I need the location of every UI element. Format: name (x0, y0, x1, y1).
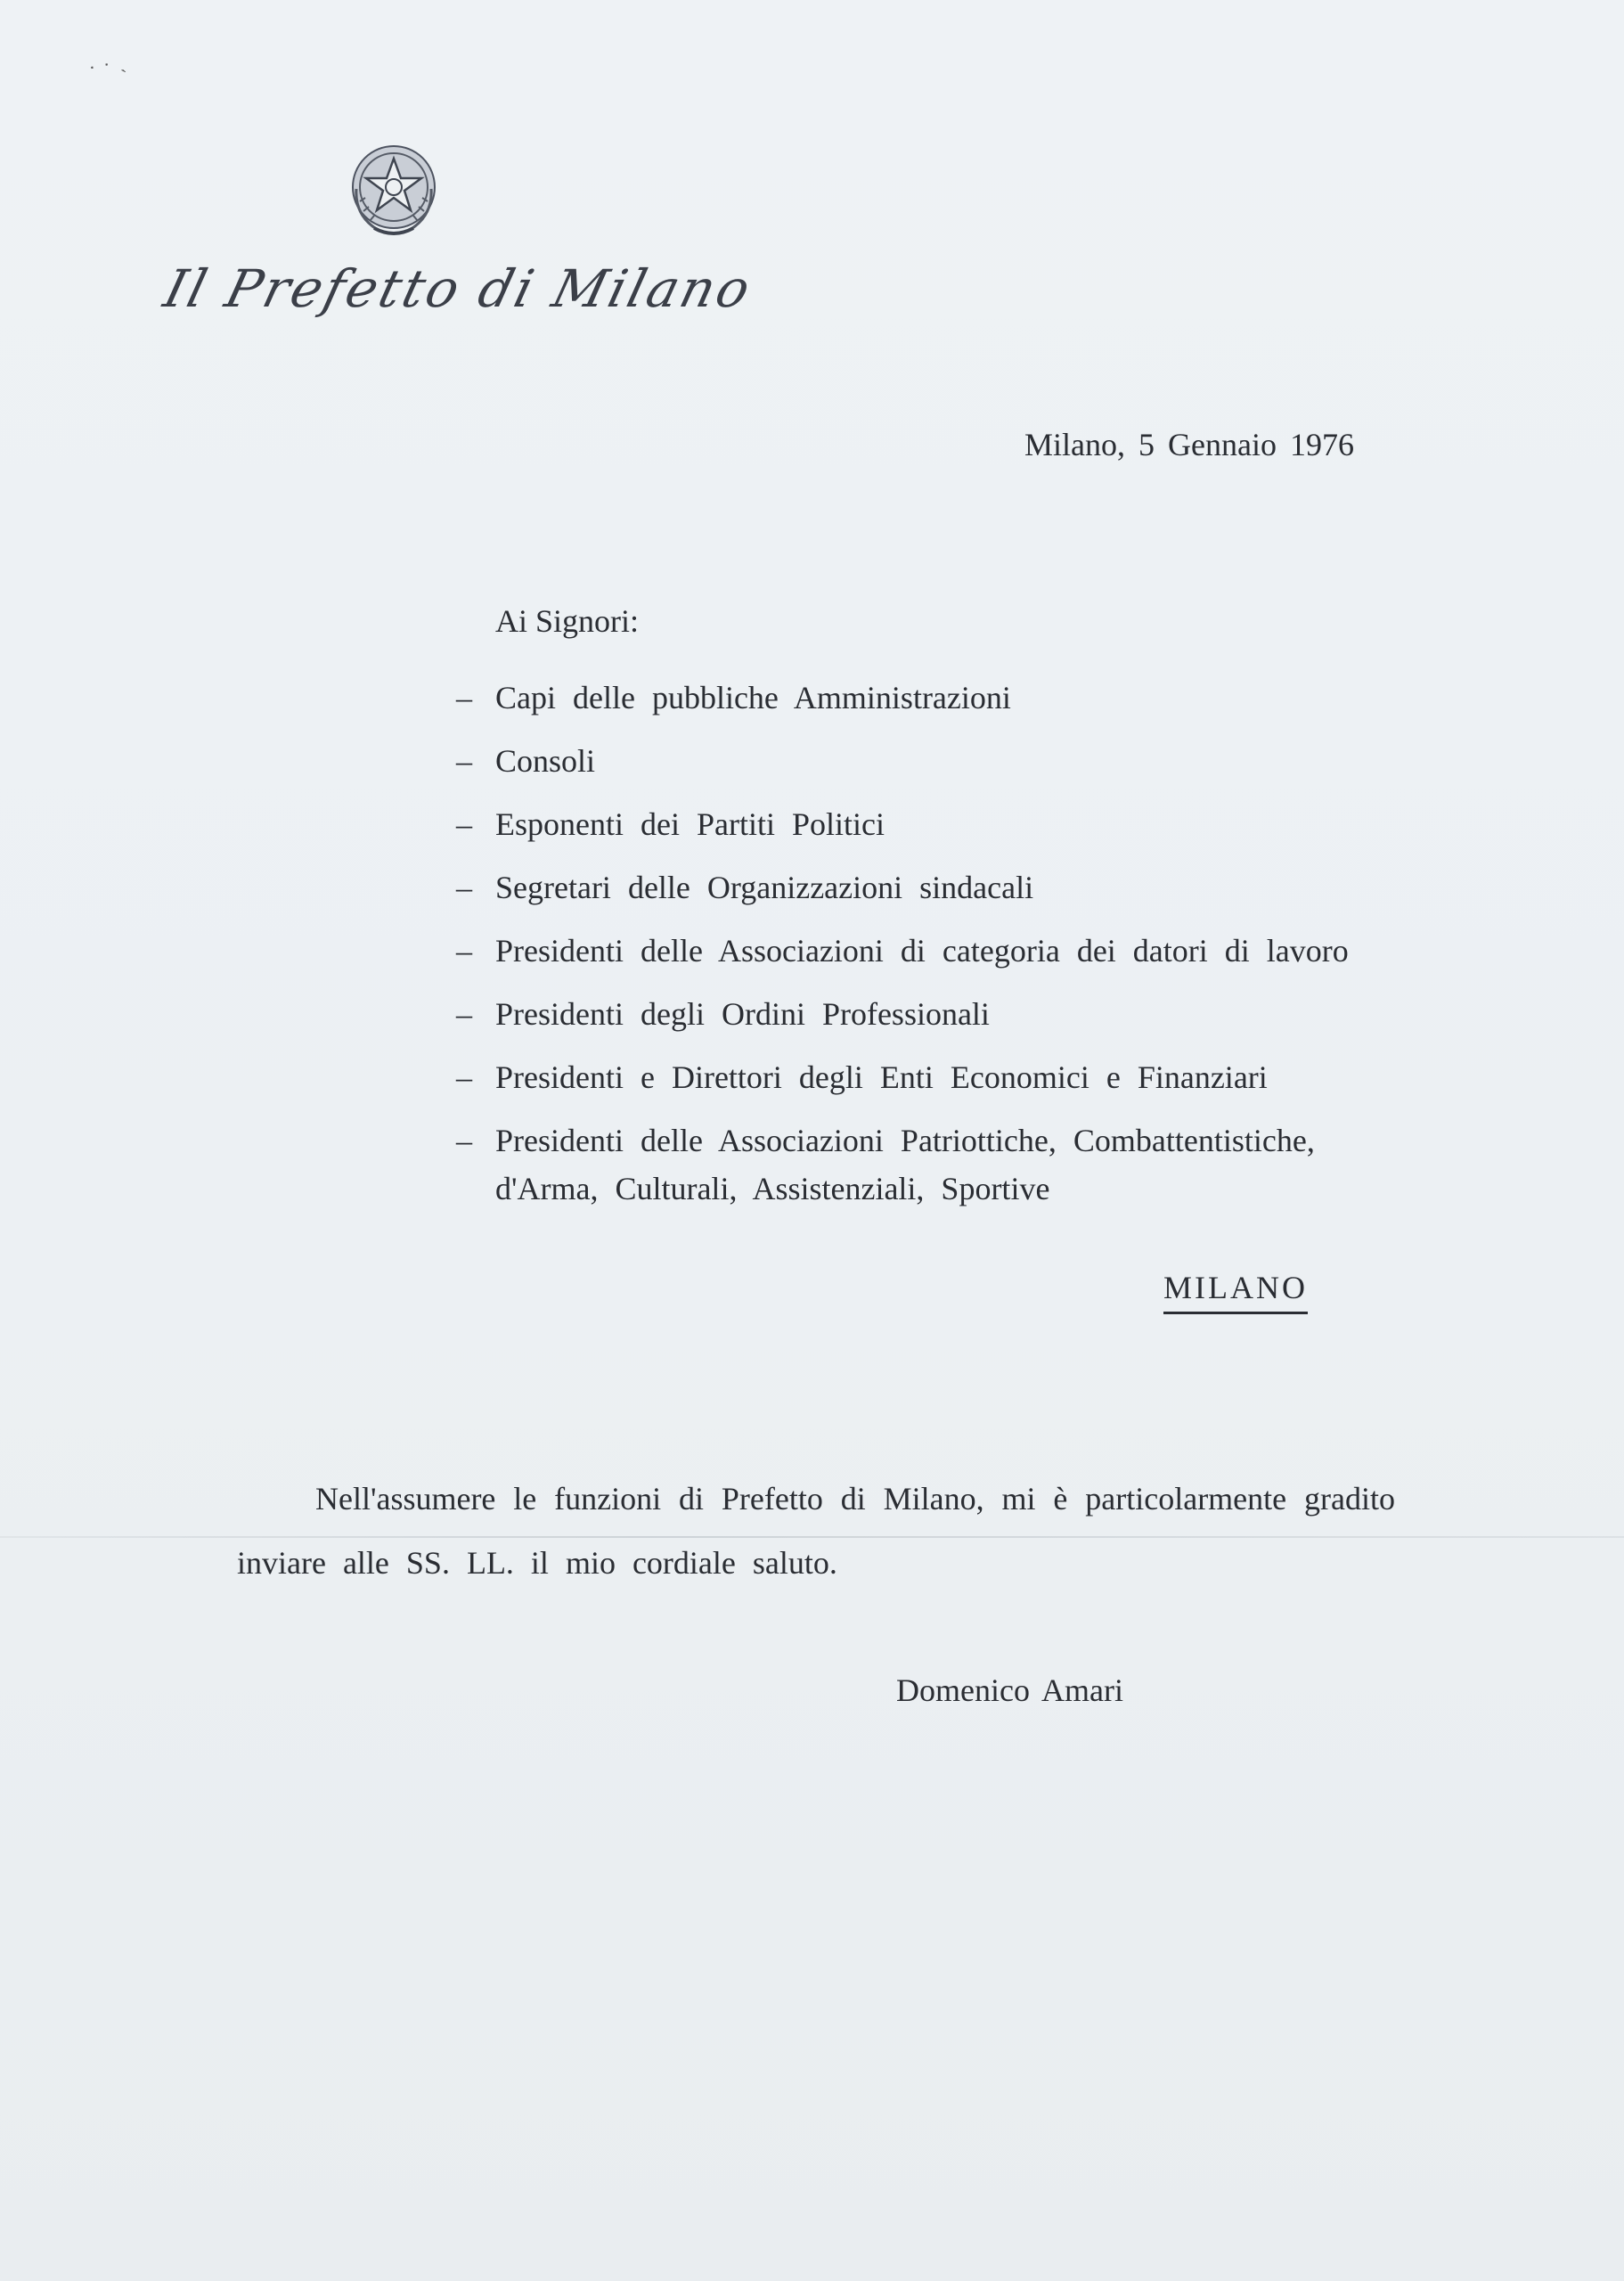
recipient-item: – Segretari delle Organizzazioni sindacali (456, 863, 1400, 912)
recipient-list (456, 674, 1400, 1228)
place-heading: MILANO (1163, 1269, 1308, 1314)
list-dash: – (456, 1123, 472, 1158)
recipient-item: – Consoli (456, 737, 1400, 785)
recipient-item: – Presidenti e Direttori degli Enti Economici e Finanziari (456, 1053, 1400, 1101)
letterhead-title: Il Prefetto di Milano (158, 258, 759, 319)
list-dash: – (456, 870, 472, 905)
recipient-item: – Presidenti degli Ordini Professionali (456, 990, 1400, 1038)
recipient-item: – Presidenti delle Associazioni di categoria dei datori di lavoro (456, 927, 1400, 975)
date-line: Milano, 5 Gennaio 1976 (1024, 427, 1354, 462)
list-dash: – (456, 806, 472, 842)
recipient-item: – Capi delle pubbliche Amministrazioni (456, 674, 1400, 722)
letter-body: Nell'assumere le funzioni di Prefetto di Milano, mi è particolarmente gradito inviare alle SS. LL. il mio cordiale saluto. (237, 1481, 1395, 1581)
list-dash: – (456, 996, 472, 1032)
list-dash: – (456, 680, 472, 715)
recipient-item: – Presidenti delle Associazioni Patriottiche, Combattentistiche, d'Arma, Culturali, Assistenziali, Sportive (456, 1116, 1400, 1213)
pen-mark: ᐧ ᐧ ˎ (86, 50, 129, 81)
signature-name: Domenico Amari (896, 1672, 1123, 1708)
list-dash: – (456, 933, 472, 969)
salutation: Ai Signori: (495, 603, 640, 639)
italian-republic-emblem-icon (339, 135, 449, 246)
list-dash: – (456, 1059, 472, 1095)
recipient-item: – Esponenti dei Partiti Politici (456, 800, 1400, 848)
list-dash: – (456, 743, 472, 779)
